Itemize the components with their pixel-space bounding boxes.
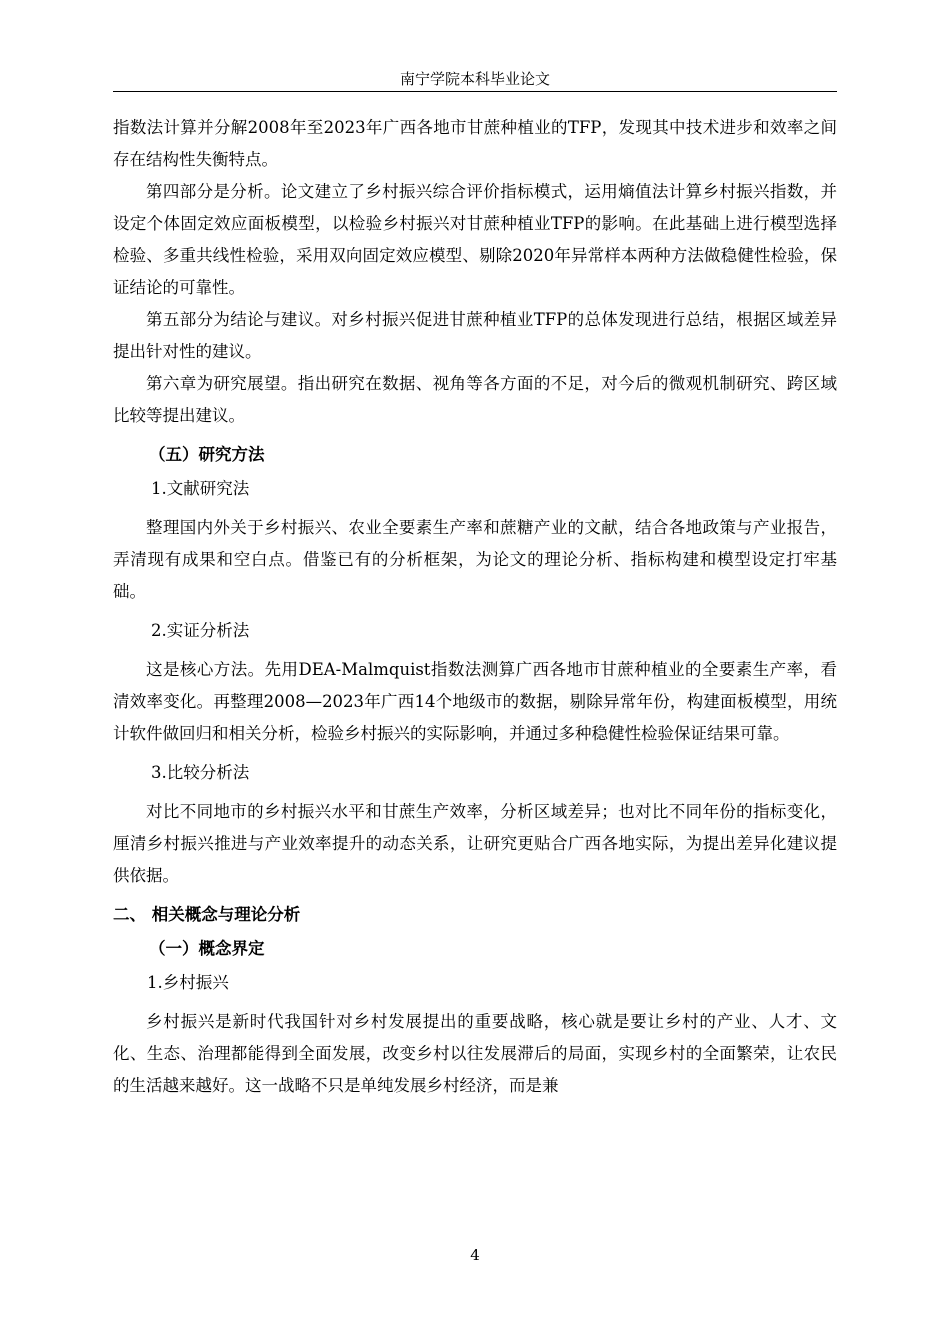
document-body — [113, 112, 837, 1102]
concept-rural-revitalization-text: 乡村振兴是新时代我国针对乡村发展提出的重要战略，核心就是要让乡村的产业、人才、文化、生态、治理都能得到全面发展，改变乡村以往发展滞后的局面，实现乡村的全面繁荣，让农民的生活越来越好。这一战略不只是单纯发展乡村经济，而是兼 — [113, 1012, 837, 1095]
section-heading-methods: （五）研究方法 — [149, 445, 265, 464]
method-literature-title: 1.文献研究法 — [151, 479, 250, 498]
method-comparative-title: 3.比较分析法 — [151, 763, 250, 782]
chapter-heading-2: 二、 相关概念与理论分析 — [113, 905, 301, 924]
section-heading-concepts: （一）概念界定 — [149, 939, 265, 958]
page-header-title: 南宁学院本科毕业论文 — [399, 70, 550, 88]
page-number: 4 — [470, 1246, 480, 1264]
method-literature-text: 整理国内外关于乡村振兴、农业全要素生产率和蔗糖产业的文献，结合各地政策与产业报告，弄清现有成果和空白点。借鉴已有的分析框架，为论文的理论分析、指标构建和模型设定打牢基础。 — [113, 518, 837, 601]
header-rule — [113, 91, 837, 92]
method-empirical-text: 这是核心方法。先用DEA-Malmquist指数法测算广西各地市甘蔗种植业的全要素生产率，看清效率变化。再整理2008—2023年广西14个地级市的数据，剔除异常年份，构建面板模型，用统计软件做回归和相关分析，检验乡村振兴的实际影响，并通过多种稳健性检验保证结果可靠。 — [113, 660, 837, 743]
paragraph-chapter-six: 第六章为研究展望。指出研究在数据、视角等各方面的不足，对今后的微观机制研究、跨区域比较等提出建议。 — [113, 374, 837, 425]
paragraph-continued: 指数法计算并分解2008年至2023年广西各地市甘蔗种植业的TFP，发现其中技术进步和效率之间存在结构性失衡特点。 — [113, 118, 837, 169]
paragraph-part-four: 第四部分是分析。论文建立了乡村振兴综合评价指标模式，运用熵值法计算乡村振兴指数，并设定个体固定效应面板模型，以检验乡村振兴对甘蔗种植业TFP的影响。在此基础上进行模型选择检验、多重共线性检验，采用双向固定效应模型、剔除2020年异常样本两种方法做稳健性检验，保证结论的可靠性。 — [113, 182, 837, 297]
paragraph-part-five: 第五部分为结论与建议。对乡村振兴促进甘蔗种植业TFP的总体发现进行总结，根据区域差异提出针对性的建议。 — [113, 310, 837, 361]
concept-rural-revitalization-title: 1.乡村振兴 — [147, 973, 229, 992]
method-empirical-title: 2.实证分析法 — [151, 621, 250, 640]
method-comparative-text: 对比不同地市的乡村振兴水平和甘蔗生产效率，分析区域差异；也对比不同年份的指标变化，厘清乡村振兴推进与产业效率提升的动态关系，让研究更贴合广西各地实际，为提出差异化建议提供依据。 — [113, 802, 837, 885]
